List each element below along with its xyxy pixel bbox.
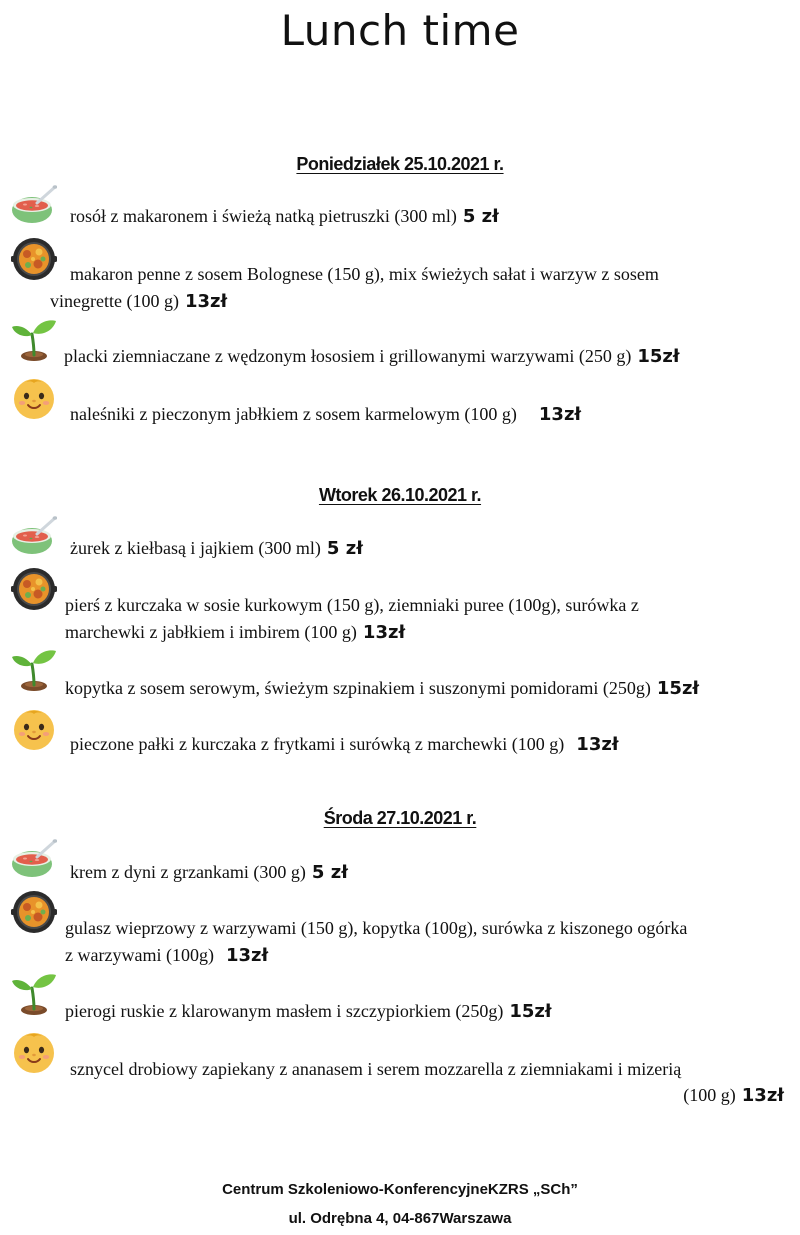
price-label: 13zł bbox=[362, 622, 406, 643]
menu-item-line: marchewki z jabłkiem i imbirem (100 g) 13zł bbox=[65, 622, 406, 643]
soup-bowl-icon bbox=[11, 515, 57, 559]
menu-item-line: makaron penne z sosem Bolognese (150 g), mix świeżych sałat i warzyw z sosem bbox=[70, 264, 659, 284]
menu-item-line: pierś z kurczaka w sosie kurkowym (150 g), ziemniaki puree (100g), surówka z bbox=[65, 595, 639, 615]
day-heading-tuesday: Wtorek 26.10.2021 r. bbox=[318, 485, 482, 505]
menu-item-line: żurek z kiełbasą i jajkiem (300 ml) 5 zł bbox=[70, 538, 363, 559]
seedling-icon bbox=[11, 318, 57, 362]
price-label: 13zł bbox=[576, 734, 619, 755]
menu-item-line: kopytka z sosem serowym, świeżym szpinakiem i suszonymi pomidorami (250g) 15zł bbox=[65, 678, 700, 699]
baby-face-icon bbox=[11, 1030, 57, 1074]
paella-pan-icon bbox=[11, 236, 57, 280]
price-label: 15zł bbox=[656, 678, 700, 699]
price-label: 13zł bbox=[741, 1085, 784, 1106]
price-label: 5 zł bbox=[311, 862, 348, 883]
menu-item-line: krem z dyni z grzankami (300 g) 5 zł bbox=[70, 862, 348, 883]
price-label: 15zł bbox=[509, 1001, 552, 1022]
page-title: Lunch time bbox=[280, 6, 520, 55]
menu-item-line: rosół z makaronem i świeżą natką pietruszki (300 ml) 5 zł bbox=[70, 206, 499, 227]
soup-bowl-icon bbox=[11, 184, 57, 228]
menu-item-line: placki ziemniaczane z wędzonym łososiem i grillowanymi warzywami (250 g) 15zł bbox=[64, 346, 680, 367]
baby-face-icon bbox=[11, 707, 57, 751]
menu-item-line: z warzywami (100g) 13zł bbox=[65, 945, 269, 966]
price-label: 5 zł bbox=[326, 538, 363, 559]
footer-organization: Centrum Szkoleniowo-KonferencyjneKZRS „SCh” bbox=[222, 1181, 578, 1198]
day-heading-monday: Poniedziałek 25.10.2021 r. bbox=[296, 154, 504, 174]
baby-face-icon bbox=[11, 376, 57, 420]
menu-item-line: sznycel drobiowy zapiekany z ananasem i serem mozzarella z ziemniakami i mizerią bbox=[70, 1059, 682, 1079]
footer-address: ul. Odrębna 4, 04-867Warszawa bbox=[288, 1210, 512, 1227]
paella-pan-icon bbox=[11, 889, 57, 933]
day-heading-wednesday: Środa 27.10.2021 r. bbox=[323, 808, 477, 828]
menu-item-line: pierogi ruskie z klarowanym masłem i szczypiorkiem (250g) 15zł bbox=[65, 1001, 552, 1022]
menu-item-line: vinegrette (100 g) 13zł bbox=[50, 291, 228, 312]
menu-item-line: naleśniki z pieczonym jabłkiem z sosem karmelowym (100 g) 13zł bbox=[70, 404, 582, 425]
paella-pan-icon bbox=[11, 566, 57, 610]
menu-item-line: pieczone pałki z kurczaka z frytkami i surówką z marchewki (100 g) 13zł bbox=[70, 734, 619, 755]
price-label: 13zł bbox=[225, 945, 269, 966]
seedling-icon bbox=[11, 648, 57, 692]
price-label: 15zł bbox=[637, 346, 680, 367]
seedling-icon bbox=[11, 972, 57, 1016]
menu-item-line: gulasz wieprzowy z warzywami (150 g), kopytka (100g), surówka z kiszonego ogórka bbox=[65, 918, 688, 938]
menu-item-line: (100 g) 13zł bbox=[683, 1085, 784, 1106]
price-label: 5 zł bbox=[462, 206, 499, 227]
soup-bowl-icon bbox=[11, 838, 57, 882]
price-label: 13zł bbox=[538, 404, 582, 425]
price-label: 13zł bbox=[184, 291, 228, 312]
